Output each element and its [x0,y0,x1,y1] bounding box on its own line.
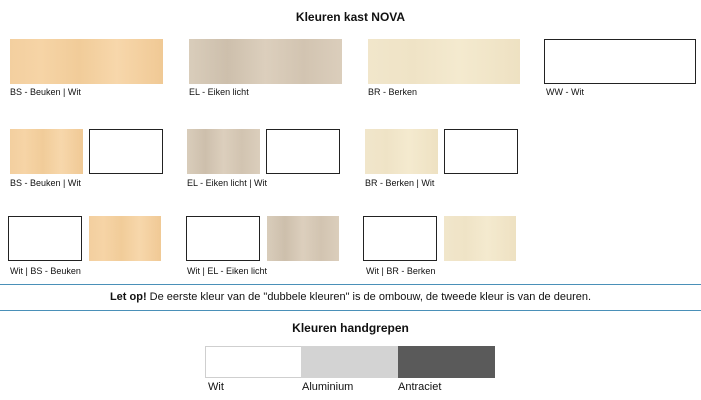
swatch-label: WW - Wit [546,87,584,97]
handle-swatch-aluminium [301,346,398,378]
swatch-eiken-licht [189,39,342,84]
note [0,291,701,303]
swatch-berken [365,129,438,174]
note-warning: Let op! [109,291,147,303]
swatch-beuken [10,129,83,174]
swatch-label: BS - Beuken | Wit [10,87,81,97]
swatch-label: Wit | EL - Eiken licht [187,266,268,276]
divider-bottom [0,310,701,311]
page-title: Kleuren kast NOVA [295,10,406,24]
handle-swatch-antraciet [398,346,495,378]
swatch-wit [544,39,696,84]
swatch-label: Wit | BS - Beuken [10,266,81,276]
handle-label-wit: Wit [208,381,224,393]
handle-label-antraciet: Antraciet [398,381,442,393]
swatch-label: BS - Beuken | Wit [10,178,81,188]
swatch-label: Wit | BR - Berken [366,266,436,276]
swatch-beuken [10,39,163,84]
swatch-wit [444,129,518,174]
swatch-berken [444,216,516,261]
handle-label-aluminium: Aluminium [302,381,354,393]
swatch-wit [8,216,82,261]
swatch-beuken [89,216,161,261]
swatch-eiken-licht [187,129,260,174]
swatch-berken [368,39,520,84]
swatch-wit [266,129,340,174]
swatch-eiken-licht [267,216,339,261]
swatch-label: BR - Berken | Wit [365,178,435,188]
swatch-label: EL - Eiken licht | Wit [187,178,268,188]
note-text: De eerste kleur van de "dubbele kleuren" is de ombouw, de tweede kleur is van de deuren. [146,291,592,303]
divider-top [0,284,701,285]
handles-title: Kleuren handgrepen [292,321,409,335]
swatch-wit [89,129,163,174]
handle-swatch-wit [205,346,302,378]
swatch-label: BR - Berken [368,87,418,97]
swatch-wit [363,216,437,261]
swatch-wit [186,216,260,261]
swatch-label: EL - Eiken licht [189,87,249,97]
